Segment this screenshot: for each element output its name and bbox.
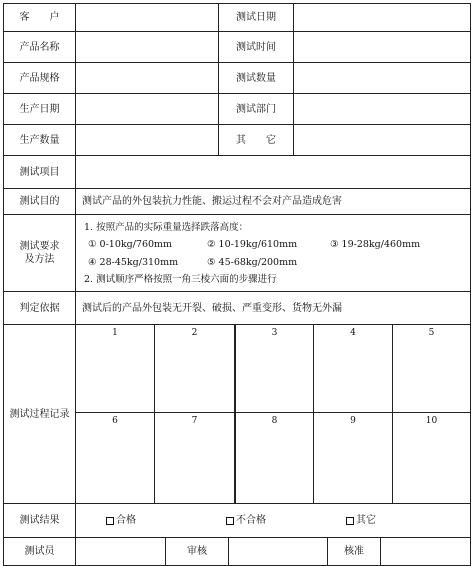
- process-record-label: 测试过程记录: [3, 324, 76, 504]
- record-cell-7[interactable]: [154, 412, 235, 504]
- record-cell-9[interactable]: [313, 412, 393, 504]
- other-checkbox-icon[interactable]: [346, 517, 354, 525]
- record-cell-1[interactable]: [75, 324, 155, 413]
- tester-value[interactable]: [75, 537, 166, 566]
- test-item-value[interactable]: [75, 155, 471, 189]
- record-number-4: 4: [350, 328, 356, 338]
- record-number-2: 2: [191, 328, 198, 338]
- test-time-value[interactable]: [293, 31, 471, 63]
- other-value[interactable]: [293, 124, 471, 156]
- result-option-pass[interactable]: [106, 504, 136, 537]
- test-item-label: 测试项目: [3, 155, 76, 189]
- test-method-label-line-2: 及方法: [24, 254, 55, 265]
- method-line-1: 1. 按照产品的实际重量选择跌落高度：: [84, 222, 249, 233]
- production-date-value[interactable]: [75, 93, 219, 125]
- customer-value[interactable]: [75, 3, 219, 32]
- record-cell-6[interactable]: [75, 412, 155, 504]
- record-number-1: 1: [112, 328, 118, 338]
- test-purpose-value: 测试产品的外包装抗力性能、搬运过程不会对产品造成危害: [75, 188, 471, 215]
- result-option-fail-label: 不合格: [236, 515, 266, 526]
- product-spec-value[interactable]: [75, 62, 219, 94]
- pass-checkbox-icon[interactable]: [106, 517, 114, 525]
- record-number-5: 5: [428, 328, 435, 338]
- result-option-other-label: 其它: [356, 515, 376, 526]
- test-purpose-label: 测试目的: [3, 188, 76, 215]
- fail-checkbox-icon[interactable]: [226, 517, 234, 525]
- record-cell-4[interactable]: [313, 324, 393, 413]
- height-option-4: ④ 28-45kg/310mm: [88, 257, 179, 268]
- test-method-label: [3, 214, 76, 292]
- record-number-10: 10: [425, 416, 438, 426]
- record-number-3: 3: [271, 328, 278, 338]
- record-number-8: 8: [271, 416, 278, 426]
- result-option-fail[interactable]: [226, 504, 266, 537]
- test-quantity-label: 测试数量: [218, 62, 294, 94]
- method-line-2: 2. 测试顺序严格按照一角三棱六面的步骤进行: [84, 274, 277, 285]
- product-spec-label: 产品规格: [3, 62, 76, 94]
- test-quantity-value[interactable]: [293, 62, 471, 94]
- height-option-1: ① 0-10kg/760mm: [88, 239, 173, 250]
- test-department-value[interactable]: [293, 93, 471, 125]
- record-number-6: 6: [112, 416, 118, 426]
- test-date-label: 测试日期: [218, 3, 294, 32]
- height-option-3: ③ 19-28kg/460mm: [330, 239, 421, 250]
- test-date-value[interactable]: [293, 3, 471, 32]
- result-option-other[interactable]: [346, 504, 376, 537]
- test-method-label-line-1: 测试要求: [19, 241, 60, 252]
- test-method-content: [75, 214, 471, 292]
- test-time-label: 测试时间: [218, 31, 294, 63]
- reviewer-label: 审核: [165, 537, 229, 566]
- height-option-2: ② 10-19kg/610mm: [207, 239, 298, 250]
- judgement-label: 判定依据: [3, 291, 76, 325]
- judgement-value: 测试后的产品外包装无开裂、破损、严重变形、货物无外漏: [75, 291, 471, 325]
- result-label: 测试结果: [3, 503, 76, 538]
- customer-label: 客 户: [3, 3, 76, 32]
- result-options: [75, 503, 471, 538]
- record-number-9: 9: [350, 416, 356, 426]
- record-cell-3[interactable]: [234, 324, 314, 413]
- result-option-pass-label: 合格: [116, 515, 136, 526]
- tester-label: 测试员: [3, 537, 76, 566]
- record-cell-5[interactable]: [392, 324, 471, 413]
- product-name-label: 产品名称: [3, 31, 76, 63]
- reviewer-value[interactable]: [228, 537, 328, 566]
- production-quantity-value[interactable]: [75, 124, 219, 156]
- approver-value[interactable]: [380, 537, 471, 566]
- production-quantity-label: 生产数量: [3, 124, 76, 156]
- record-cell-2[interactable]: [154, 324, 235, 413]
- test-department-label: 测试部门: [218, 93, 294, 125]
- record-cell-8[interactable]: [234, 412, 314, 504]
- height-option-5: ⑤ 45-68kg/200mm: [207, 257, 298, 268]
- record-cell-10[interactable]: [392, 412, 471, 504]
- record-number-7: 7: [191, 416, 198, 426]
- product-name-value[interactable]: [75, 31, 219, 63]
- other-label: 其 它: [218, 124, 294, 156]
- production-date-label: 生产日期: [3, 93, 76, 125]
- approver-label: 核准: [327, 537, 381, 566]
